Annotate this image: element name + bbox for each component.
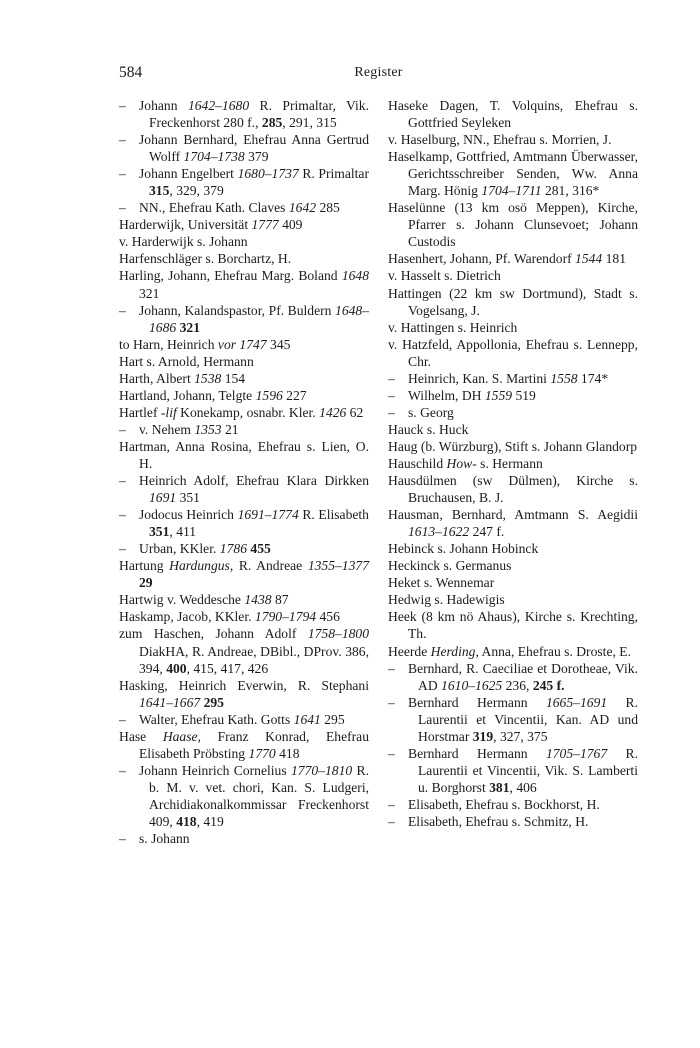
index-entry [388, 506, 638, 540]
index-entry [388, 591, 638, 608]
index-entry [388, 387, 638, 404]
entry-text: v. Hattingen s. Heinrich [388, 319, 518, 335]
entry-text: Johann 1642–1680 R. Primaltar, Vik. Freckenhorst 280 f., 285, 291, 315 [139, 98, 369, 131]
index-entry [388, 472, 638, 506]
entry-text: v. Hatzfeld, Appollonia, Ehefrau s. Lennepp, Chr. [388, 336, 638, 369]
entry-text: s. Georg [408, 404, 454, 420]
entry-dash: – [119, 507, 126, 523]
index-entry [119, 250, 369, 267]
entry-dash: – [119, 302, 126, 318]
index-entry [388, 455, 638, 472]
entry-text: Hart s. Arnold, Hermann [119, 353, 254, 369]
entry-text: Hartman, Anna Rosina, Ehefrau s. Lien, O. H. [119, 438, 369, 471]
index-entry [119, 336, 369, 353]
index-entry [388, 643, 638, 660]
index-entry [119, 557, 369, 591]
entry-text: Haselünne (13 km osö Meppen), Kirche, Pfarrer s. Johann Clunsevoet; Johann Custodis [388, 200, 638, 250]
entry-text: Haskamp, Jacob, KKler. 1790–1794 456 [119, 609, 340, 625]
index-entry [388, 250, 638, 267]
entry-dash: – [119, 166, 126, 182]
entry-text: s. Johann [139, 831, 190, 847]
entry-dash: – [388, 796, 395, 812]
entry-text: Heinrich Adolf, Ehefrau Klara Dirkken 1691 351 [139, 473, 369, 506]
index-entry [119, 591, 369, 608]
entry-text: Heinrich, Kan. S. Martini 1558 174* [408, 370, 609, 386]
index-entry [119, 370, 369, 387]
entry-text: Hase Haase, Franz Konrad, Ehefrau Elisabeth Pröbsting 1770 418 [119, 728, 369, 761]
index-entry [388, 97, 638, 131]
entry-text: Bernhard, R. Caeciliae et Dorotheae, Vik. AD 1610–1625 236, 245 f. [408, 660, 638, 693]
entry-text: Heek (8 km nö Ahaus), Kirche s. Krechting, Th. [388, 609, 638, 642]
entry-text: Walter, Ehefrau Kath. Gotts 1641 295 [139, 711, 345, 727]
index-entry [388, 148, 638, 199]
entry-text: Urban, KKler. 1786 455 [139, 541, 271, 557]
entry-text: Harderwijk, Universität 1777 409 [119, 217, 303, 233]
index-entry [388, 131, 638, 148]
index-entry [119, 506, 369, 540]
entry-text: Harth, Albert 1538 154 [119, 370, 246, 386]
entry-text: to Harn, Heinrich vor 1747 345 [119, 336, 291, 352]
entry-dash: – [119, 200, 126, 216]
entry-text: Hauck s. Huck [388, 421, 469, 437]
entry-text: Hasenhert, Johann, Pf. Warendorf 1544 181 [388, 251, 627, 267]
entry-text: Heerde Herding, Anna, Ehefrau s. Droste, E. [388, 643, 631, 659]
index-entry [119, 540, 369, 557]
entry-text: v. Haselburg, NN., Ehefrau s. Morrien, J. [388, 132, 612, 148]
entry-text: Hartwig v. Weddesche 1438 87 [119, 592, 289, 608]
entry-text: Hartung Hardungus, R. Andreae 1355–1377 29 [119, 558, 369, 591]
entry-dash: – [119, 473, 126, 489]
entry-dash: – [119, 541, 126, 557]
index-entry [119, 97, 369, 131]
entry-text: Heket s. Wennemar [388, 575, 495, 591]
entry-text: v. Nehem 1353 21 [139, 421, 239, 437]
entry-dash: – [119, 421, 126, 437]
index-entry [388, 574, 638, 591]
index-entry [388, 813, 638, 830]
index-entry [119, 728, 369, 762]
index-entry [119, 711, 369, 728]
entry-text: Hasking, Heinrich Everwin, R. Stephani 1641–1667 295 [119, 677, 369, 710]
entry-dash: – [388, 660, 395, 676]
index-entry [388, 267, 638, 284]
entry-dash: – [388, 694, 395, 710]
entry-dash: – [119, 831, 126, 847]
index-entry [119, 233, 369, 250]
entry-text: Harfenschläger s. Borchartz, H. [119, 251, 292, 267]
index-entry [119, 216, 369, 233]
index-entry [388, 199, 638, 250]
index-entry [119, 625, 369, 676]
index-entry [119, 353, 369, 370]
entry-text: Haselkamp, Gottfried, Amtmann Überwasser, Gerichtsschreiber Senden, Ww. Anna Marg. Hönig 1704–1711 281, 316* [388, 149, 638, 199]
index-entry [388, 404, 638, 421]
entry-dash: – [119, 762, 126, 778]
entry-text: Johann Engelbert 1680–1737 R. Primaltar 315, 329, 379 [139, 166, 369, 199]
entry-dash: – [388, 813, 395, 829]
index-entry [388, 319, 638, 336]
index-entry [119, 762, 369, 830]
entry-text: Hattingen (22 km sw Dortmund), Stadt s. Vogelsang, J. [388, 285, 638, 318]
entry-text: NN., Ehefrau Kath. Claves 1642 285 [139, 200, 340, 216]
entry-text: Johann Heinrich Cornelius 1770–1810 R. b. M. v. vet. chori, Kan. S. Ludgeri, Archidiakonalkommissar Freckenhorst 409, 418, 419 [139, 762, 369, 829]
entry-text: Heckinck s. Germanus [388, 558, 512, 574]
page-header [119, 64, 638, 86]
entry-text: Hedwig s. Hadewigis [388, 592, 505, 608]
index-column-left [119, 97, 369, 847]
entry-dash: – [388, 745, 395, 761]
index-entry [388, 660, 638, 694]
entry-dash: – [119, 711, 126, 727]
index-entry [388, 796, 638, 813]
index-entry [119, 830, 369, 847]
index-entry [119, 131, 369, 165]
entry-text: Hebinck s. Johann Hobinck [388, 541, 539, 557]
index-entry [119, 267, 369, 301]
index-entry [388, 421, 638, 438]
entry-text: Hartland, Johann, Telgte 1596 227 [119, 387, 307, 403]
entry-text: Bernhard Hermann 1705–1767 R. Laurentii et Vincentii, Vik. S. Lamberti u. Borghorst 381, 406 [408, 745, 638, 795]
entry-dash: – [388, 370, 395, 386]
entry-text: Elisabeth, Ehefrau s. Bockhorst, H. [408, 796, 600, 812]
entry-text: Elisabeth, Ehefrau s. Schmitz, H. [408, 813, 589, 829]
entry-text: Hausman, Bernhard, Amtmann S. Aegidii 1613–1622 247 f. [388, 507, 638, 540]
page-number: 584 [119, 64, 143, 81]
entry-dash: – [388, 387, 395, 403]
entry-dash: – [119, 132, 126, 148]
index-entry [388, 285, 638, 319]
entry-text: Haug (b. Würzburg), Stift s. Johann Glandorp [388, 438, 638, 454]
index-entry [119, 472, 369, 506]
index-entry [119, 199, 369, 216]
entry-text: Bernhard Hermann 1665–1691 R. Laurentii et Vincentii, Kan. AD und Horstmar 319, 327, 375 [408, 694, 638, 744]
index-entry [119, 421, 369, 438]
index-entry [119, 404, 369, 421]
index-entry [388, 694, 638, 745]
index-entry [119, 302, 369, 336]
index-entry [119, 608, 369, 625]
entry-text: Hartlef -lif Konekamp, osnabr. Kler. 1426 62 [119, 404, 364, 420]
index-entry [388, 540, 638, 557]
entry-text: Hausdülmen (sw Dülmen), Kirche s. Bruchausen, B. J. [388, 473, 638, 506]
entry-text: Jodocus Heinrich 1691–1774 R. Elisabeth 351, 411 [139, 507, 369, 540]
entry-text: Harling, Johann, Ehefrau Marg. Boland 1648 321 [119, 268, 369, 301]
index-entry [119, 387, 369, 404]
entry-text: Johann, Kalandspastor, Pf. Buldern 1648–1686 321 [139, 302, 369, 335]
entry-dash: – [388, 404, 395, 420]
index-entry [388, 336, 638, 370]
index-entry [388, 608, 638, 642]
index-entry [388, 370, 638, 387]
entry-text: Johann Bernhard, Ehefrau Anna Gertrud Wolff 1704–1738 379 [139, 132, 369, 165]
index-column-right [388, 97, 638, 830]
entry-dash: – [119, 98, 126, 113]
index-entry [388, 557, 638, 574]
running-head: Register [354, 65, 403, 80]
index-entry [388, 438, 638, 455]
entry-text: Haseke Dagen, T. Volquins, Ehefrau s. Gottfried Seyleken [388, 98, 638, 131]
entry-text: zum Haschen, Johann Adolf 1758–1800 DiakHA, R. Andreae, DBibl., DProv. 386, 394, 400, 415, 417, 426 [119, 626, 369, 676]
index-entry [388, 745, 638, 796]
entry-text: Wilhelm, DH 1559 519 [408, 387, 536, 403]
entry-text: v. Harderwijk s. Johann [119, 234, 248, 250]
index-entry [119, 677, 369, 711]
entry-text: Hauschild How- s. Hermann [388, 455, 543, 471]
index-entry [119, 165, 369, 199]
index-entry [119, 438, 369, 472]
entry-text: v. Hasselt s. Dietrich [388, 268, 501, 284]
